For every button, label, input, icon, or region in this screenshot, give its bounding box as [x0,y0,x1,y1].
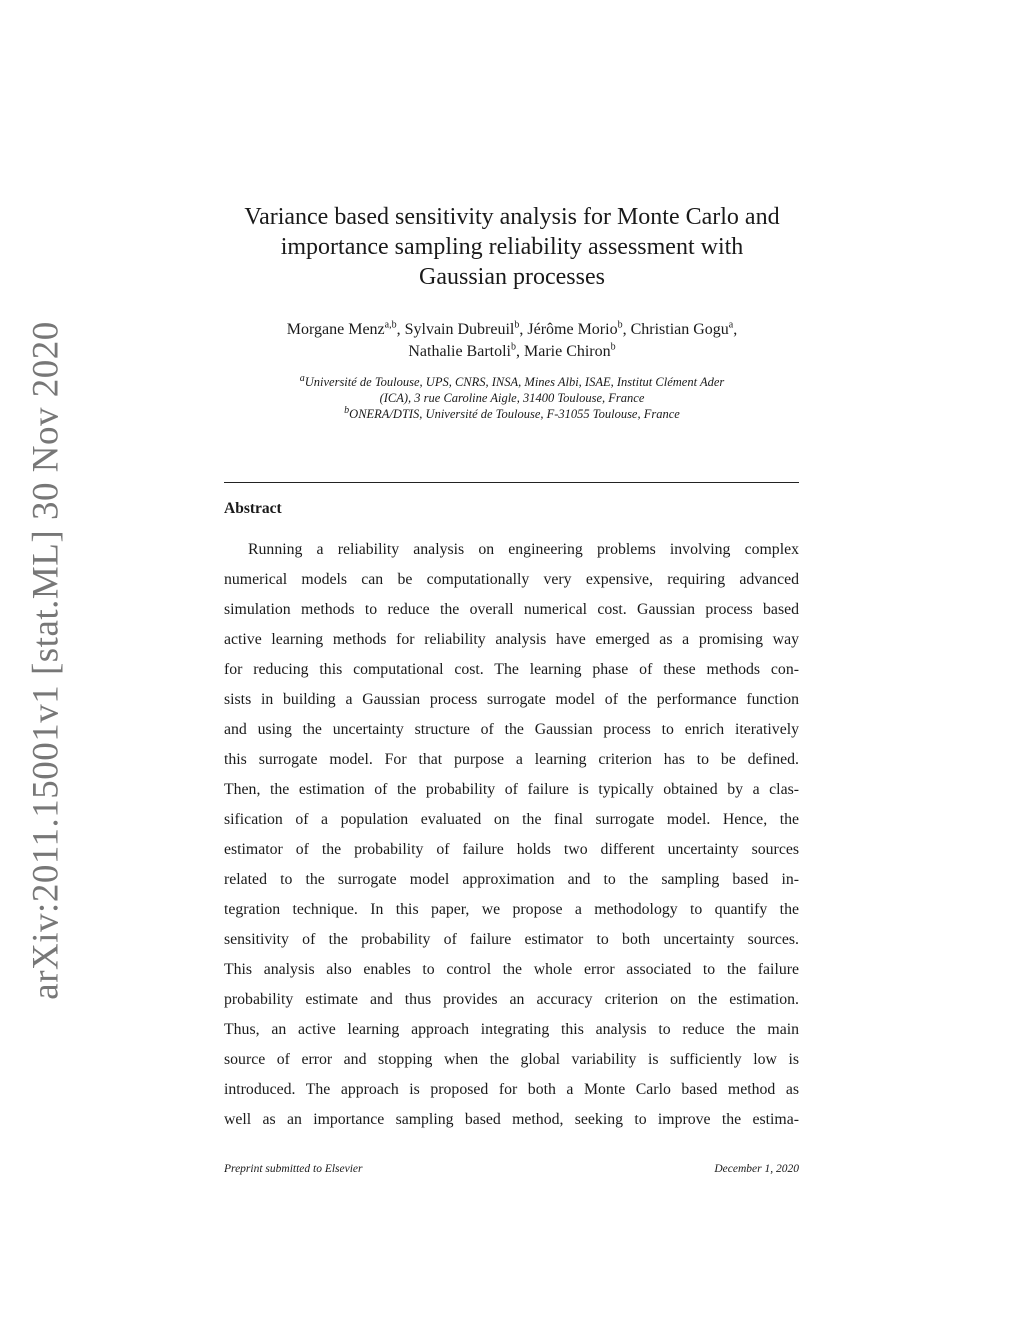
author-name: Jérôme Morio [527,321,618,338]
abstract-line: this surrogate model. For that purpose a learning criterion has to be defined. [224,751,799,768]
author-separator: , [622,321,631,338]
abstract-line: numerical models can be computationally very expensive, requiring advanced [224,571,799,588]
abstract-line: sification of a population evaluated on the final surrogate model. Hence, the [224,811,799,828]
abstract-body [224,535,799,1135]
arxiv-identifier-text: arXiv:2011.15001v1 [stat.ML] 30 Nov 2020 [25,320,67,1000]
title-line: importance sampling reliability assessment with [280,234,744,260]
affiliation-b-line [190,406,834,422]
author-separator: , [515,343,524,360]
author-name: Marie Chiron [523,343,611,360]
author-affiliation-marker: b [514,319,520,331]
abstract-line: and using the uncertainty structure of the Gaussian process to enrich iteratively [224,721,799,738]
author-affiliation-marker: b [610,341,616,353]
abstract-heading: Abstract [224,500,282,517]
affiliation-a-text: Université de Toulouse, UPS, CNRS, INSA, Mines Albi, ISAE, Institut Clément Ader [304,375,725,389]
abstract-line: Then, the estimation of the probability of failure is typically obtained by a clas- [224,781,799,798]
author-name: Christian Gogu [630,321,729,338]
author-affiliation-marker: a,b [384,319,397,331]
author-line-1 [190,319,834,341]
abstract-line: source of error and stopping when the global variability is sufficiently low is [224,1051,799,1068]
affiliation-marker: a [299,372,305,384]
abstract-line: estimator of the probability of failure holds two different uncertainty sources [224,841,799,858]
author-separator: , [396,321,405,338]
author-list [190,319,834,363]
page-footer [224,1163,799,1175]
abstract-line: active learning methods for reliability analysis have emerged as a promising way [224,631,799,648]
author-affiliation-marker: b [510,341,516,353]
affiliation-a-line-1 [190,374,834,390]
abstract-line: for reducing this computational cost. The learning phase of these methods con- [224,661,799,678]
affiliation-b-text: ONERA/DTIS, Université de Toulouse, F-31055 Toulouse, France [349,407,680,421]
arxiv-identifier-stamp [22,320,70,1000]
horizontal-rule [224,482,799,483]
author-name: Nathalie Bartoli [408,343,511,360]
author-line-2 [190,341,834,363]
abstract-line: probability estimate and thus provides an accuracy criterion on the estimation. [224,991,799,1008]
footer-preprint-note: Preprint submitted to Elsevier [224,1163,363,1175]
abstract-line: related to the surrogate model approximation and to the sampling based in- [224,871,799,888]
footer-date: December 1, 2020 [714,1163,799,1175]
abstract-line: sists in building a Gaussian process surrogate model of the performance function [224,691,799,708]
author-affiliation-marker: a [728,319,734,331]
author-affiliation-marker: b [617,319,623,331]
author-name: Sylvain Dubreuil [404,321,515,338]
abstract-line: This analysis also enables to control the whole error associated to the failure [224,961,799,978]
abstract-line: well as an importance sampling based method, seeking to improve the estima- [224,1111,799,1128]
abstract-line: Thus, an active learning approach integrating this analysis to reduce the main [224,1021,799,1038]
title-line: Variance based sensitivity analysis for Monte Carlo and [244,204,780,230]
paper-title [190,202,834,292]
affiliations [190,374,834,422]
abstract-line: simulation methods to reduce the overall numerical cost. Gaussian process based [224,601,799,618]
abstract-line: tegration technique. In this paper, we propose a methodology to quantify the [224,901,799,918]
affiliation-marker: b [344,404,350,416]
author-separator: , [519,321,528,338]
author-separator: , [733,321,738,338]
abstract-line: sensitivity of the probability of failure estimator to both uncertainty sources. [224,931,799,948]
abstract-line: introduced. The approach is proposed for both a Monte Carlo based method as [224,1081,799,1098]
author-name: Morgane Menz [286,321,385,338]
title-line: Gaussian processes [419,264,605,290]
affiliation-a-line-2: (ICA), 3 rue Caroline Aigle, 31400 Toulouse, France [379,391,645,405]
abstract-line: Running a reliability analysis on engineering problems involving complex [248,541,799,558]
